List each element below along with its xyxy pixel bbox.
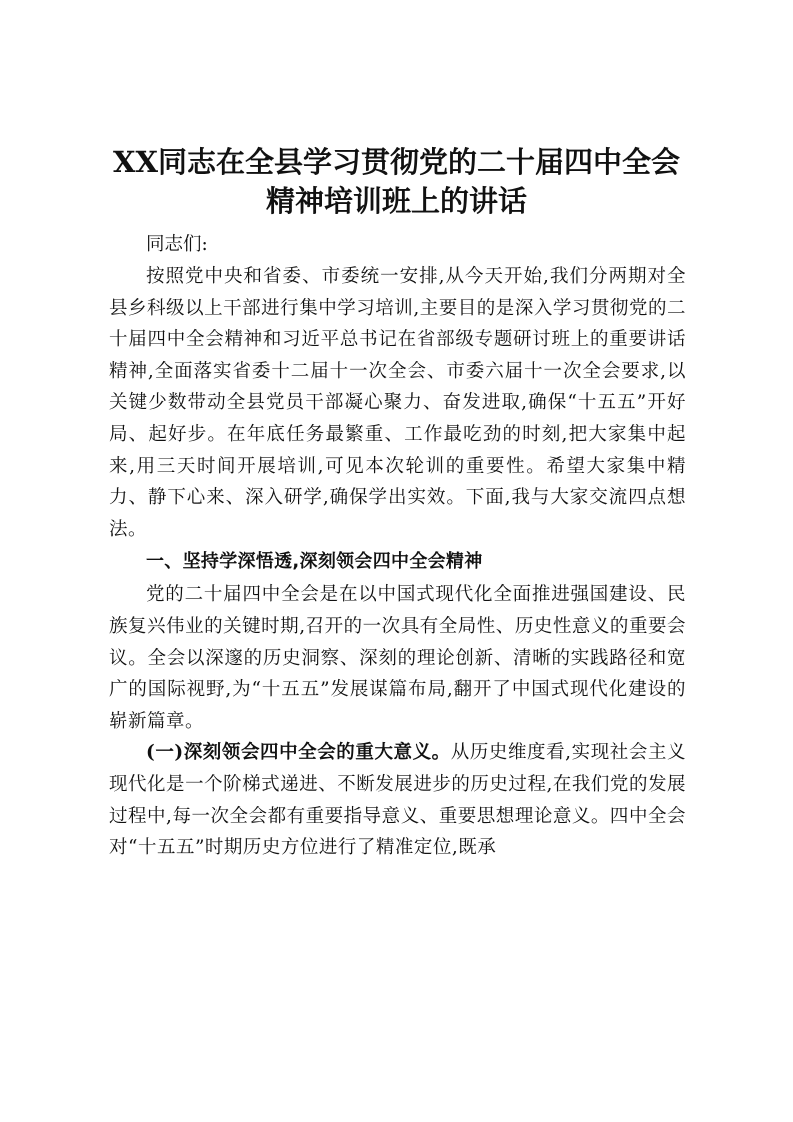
paragraph-section-1: 党的二十届四中全会是在以中国式现代化全面推进强国建设、民族复兴伟业的关键时期,召开的一次具有全局性、历史性意义的重要会议。全会以深邃的历史洞察、深刻的理论创新、清晰的实践路径和宽广的国际视野,为“十五五”发展谋篇布局,翻开了中国式现代化建设的崭新篇章。: [109, 584, 686, 732]
section-heading-1: 一、坚持学深悟透,深刻领会四中全会精神: [146, 551, 483, 573]
document-body: [109, 228, 686, 864]
paragraph-intro: 按照党中央和省委、市委统一安排,从今天开始,我们分两期对全县乡科级以上干部进行集中学习培训,主要目的是深入学习贯彻党的二十届四中全会精神和习近平总书记在省部级专题研讨班上的重要讲话精神,全面落实省委十二届十一次全会、市委六届十一次全会要求,以关键少数带动全县党员干部凝心聚力、奋发进取,确保“十五五”开好局、起好步。在年底任务最繁重、工作最吃劲的时刻,把大家集中起来,用三天时间开展培训,可见本次轮训的重要性。希望大家集中精力、静下心来、深入研学,确保学出实效。下面,我与大家交流四点想法。: [109, 266, 686, 540]
subsection-1-heading: (一)深刻领会四中全会的重大意义。: [146, 742, 451, 764]
document-title: [0, 143, 793, 221]
paragraph-subsection-1: [109, 737, 686, 863]
title-line-1: XX同志在全县学习贯彻党的二十届四中全会: [112, 145, 680, 179]
greeting: 同志们:: [146, 234, 208, 255]
subsection-1-text: 从历史维度看,实现社会主义现代化是一个阶梯式递进、不断发展进步的历史过程,在我们党的发展过程中,每一次全会都有重要指导意义、重要思想理论意义。四中全会对“十五五”时期历史方位进行了精准定位,既承: [109, 742, 686, 859]
title-line-2: 精神培训班上的讲话: [265, 184, 527, 218]
